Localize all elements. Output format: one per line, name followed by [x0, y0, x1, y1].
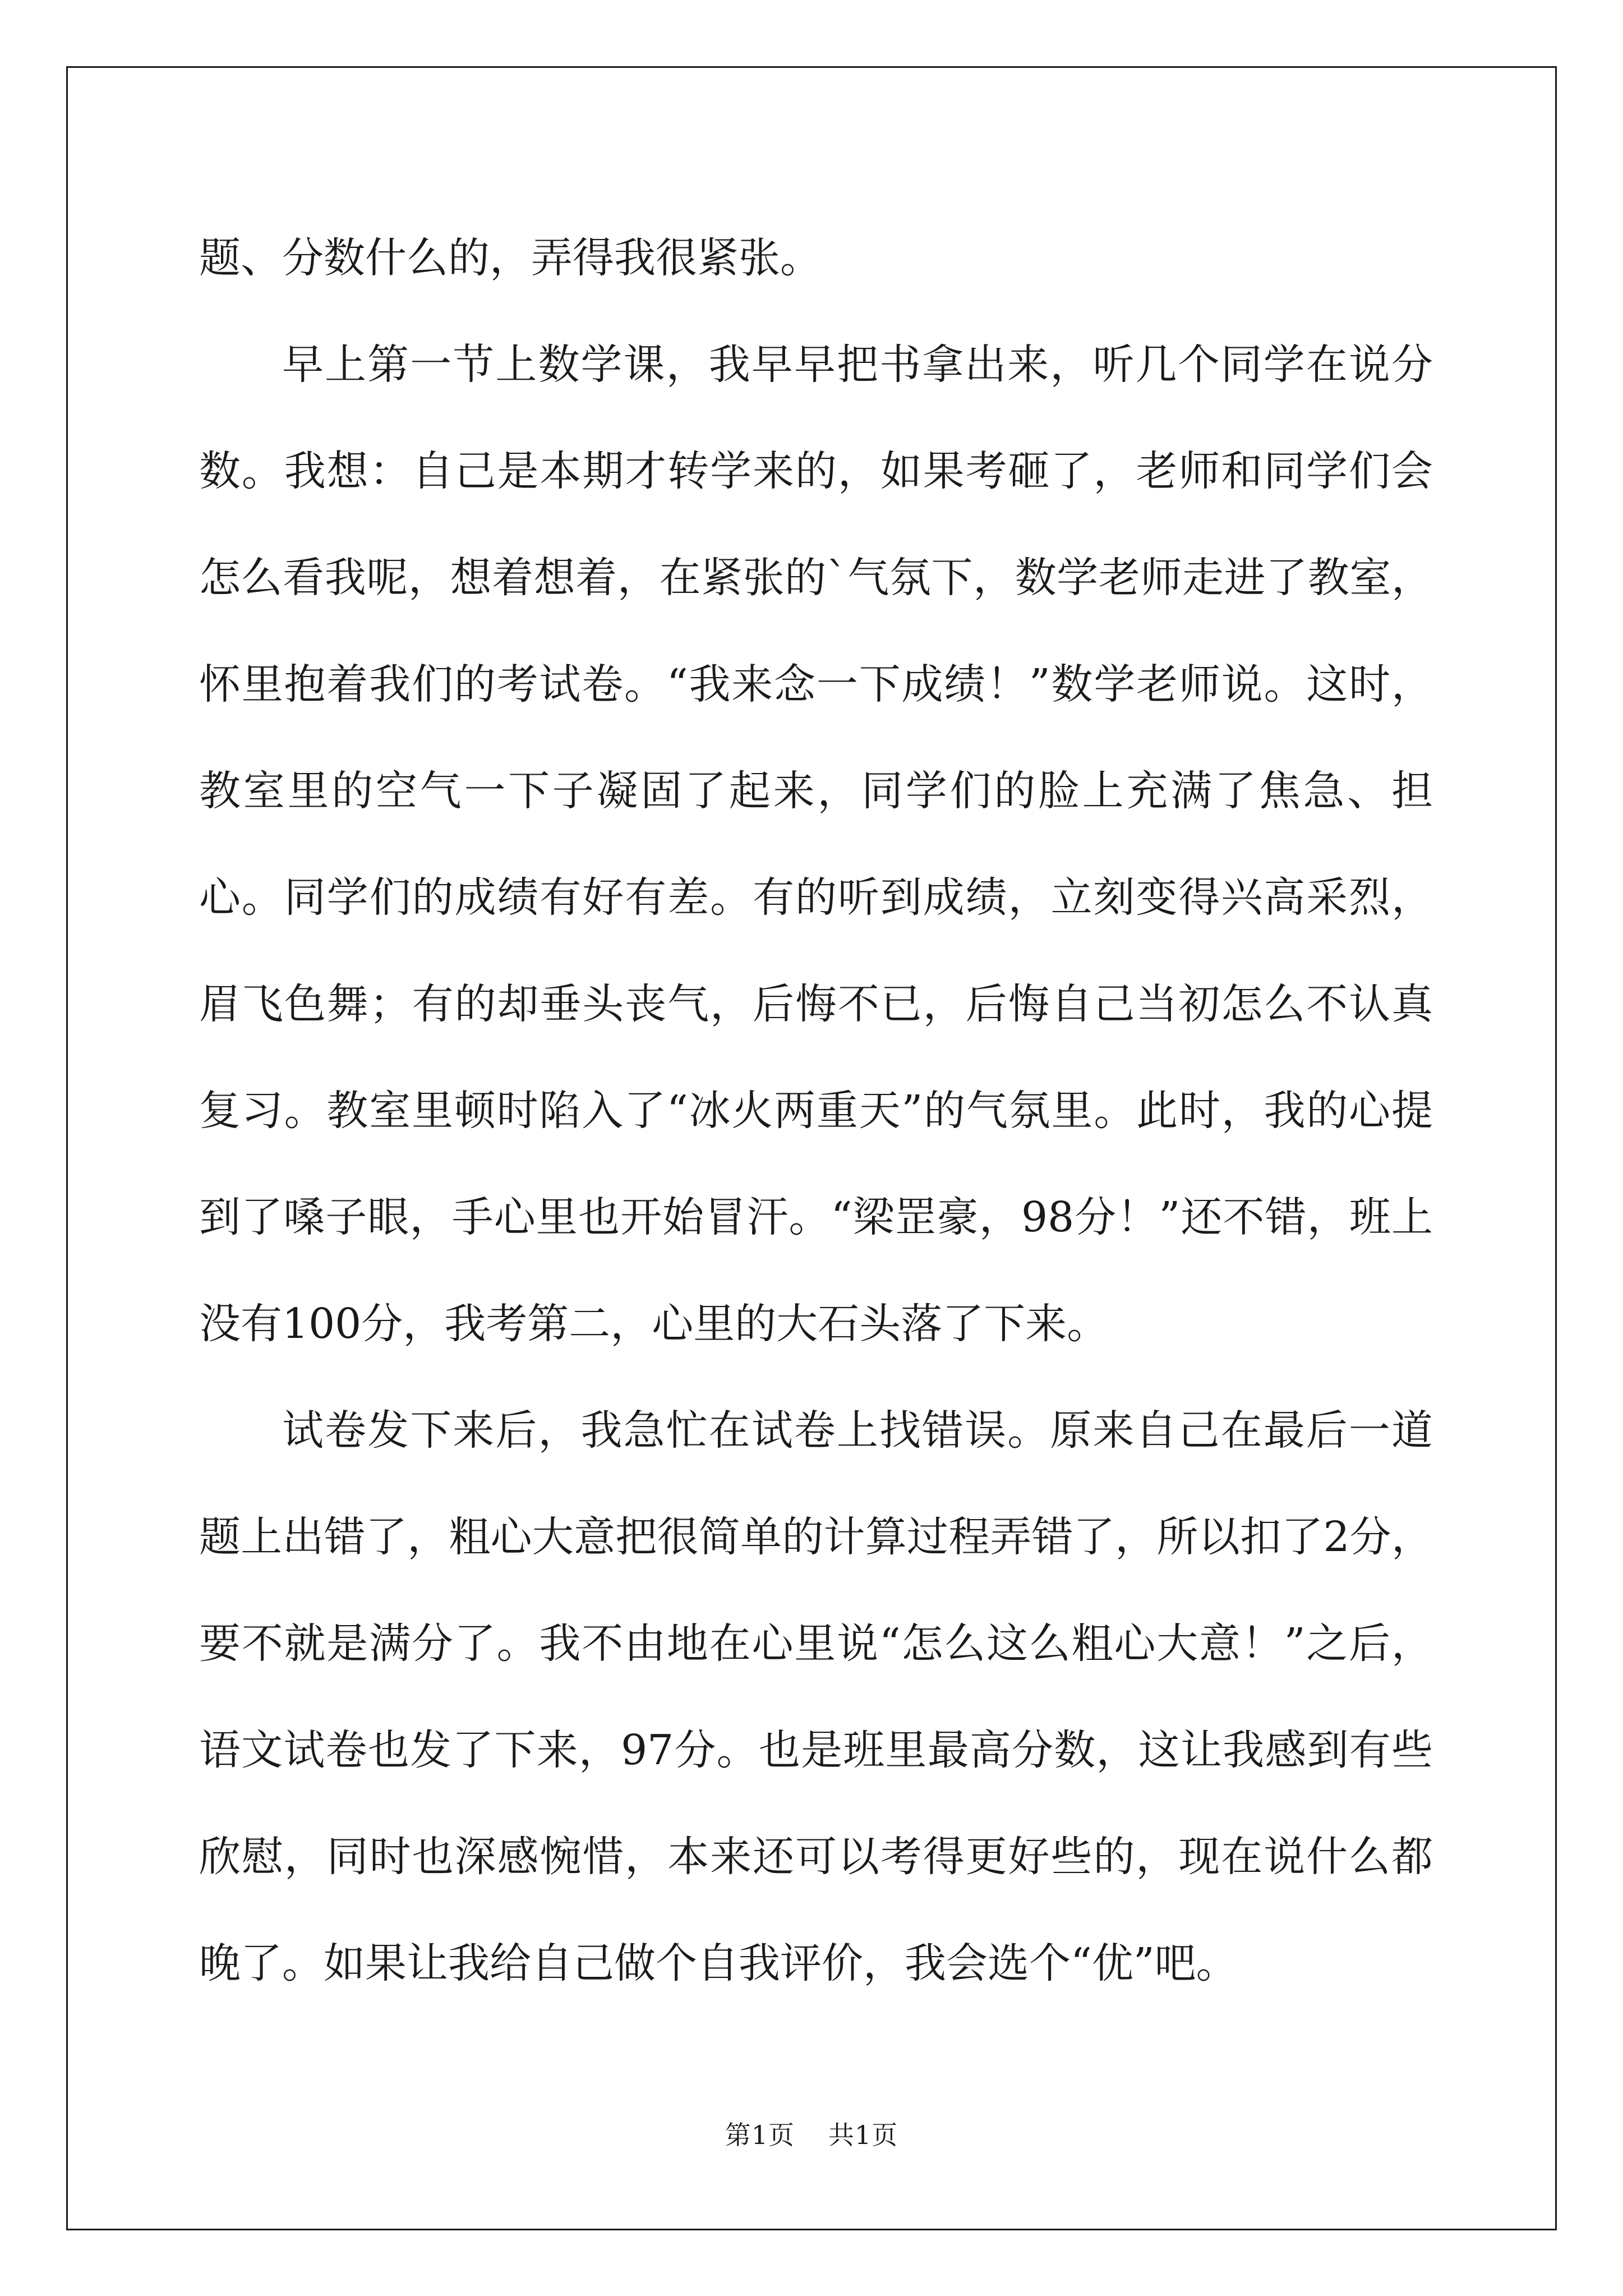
- document-body: [199, 205, 1433, 2017]
- page-number: 第1页: [725, 2120, 795, 2150]
- paragraph-3: 试卷发下来后，我急忙在试卷上找错误。原来自己在最后一道题上出错了，粗心大意把很简单的计算过程弄错了，所以扣了2分，要不就是满分了。我不由地在心里说“怎么这么粗心大意！”之后，语文试卷也发了下来，97分。也是班里最高分数，这让我感到有些欣慰，同时也深感惋惜，本来还可以考得更好些的，现在说什么都晚了。如果让我给自己做个自我评价，我会选个“优”吧。: [199, 1406, 1433, 1987]
- page-footer: [0, 2115, 1623, 2152]
- paragraph-1: 题、分数什么的，弄得我很紧张。: [199, 234, 822, 282]
- total-pages: 共1页: [828, 2120, 898, 2150]
- paragraph-2: 早上第一节上数学课，我早早把书拿出来，听几个同学在说分数。我想：自己是本期才转学来的，如果考砸了，老师和同学们会怎么看我呢，想着想着，在紧张的`气氛下，数学老师走进了教室，怀里抱着我们的考试卷。“我来念一下成绩！”数学老师说。这时，教室里的空气一下子凝固了起来，同学们的脸上充满了焦急、担心。同学们的成绩有好有差。有的听到成绩，立刻变得兴高采烈，眉飞色舞；有的却垂头丧气，后悔不已，后悔自己当初怎么不认真复习。教室里顿时陷入了“冰火两重天”的气氛里。此时，我的心提到了嗓子眼，手心里也开始冒汗。“梁罡豪，98分！”还不错，班上没有100分，我考第二，心里的大石头落了下来。: [199, 341, 1433, 1348]
